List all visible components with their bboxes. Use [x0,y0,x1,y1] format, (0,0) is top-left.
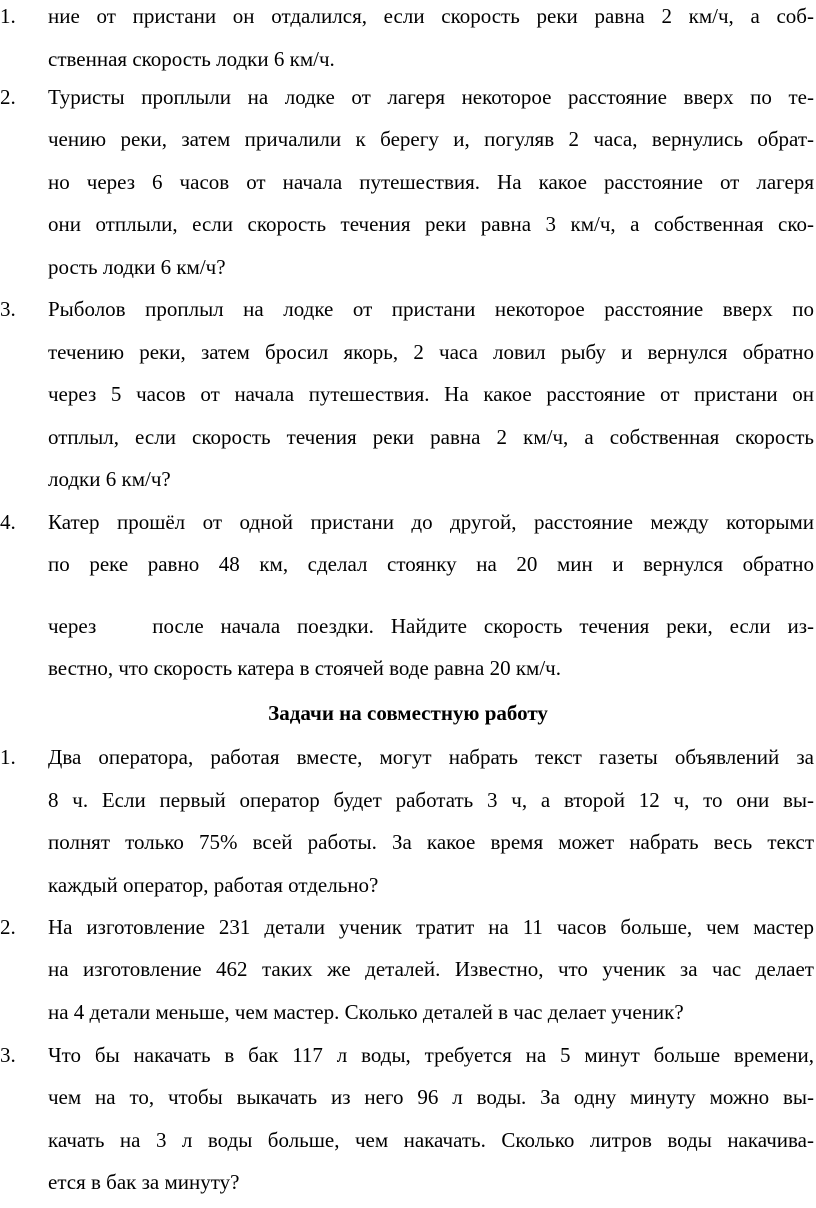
task-line: они отплыли, если скорость течения реки равна 3 км/ч, а собственная ско- [48,212,814,236]
task-line: но через 6 часов от начала путешествия. На какое расстояние от лагеря [48,170,814,194]
task-line: чем на то, чтобы выкачать из него 96 л воды. За одну минуту можно вы- [48,1085,814,1109]
task-number: 2. [0,85,16,109]
task-line: ственная скорость лодки 6 км/ч. [48,47,335,71]
task-line: отплыл, если скорость течения реки равна 2 км/ч, а собственная скорость [48,425,814,449]
task-line: через 5 часов от начала путешествия. На какое расстояние от пристани он [48,382,814,406]
task-line: Катер прошёл от одной пристани до другой, расстояние между которыми [48,510,814,534]
task-line: ется в бак за минуту? [48,1170,240,1194]
task-line: Два оператора, работая вместе, могут набрать текст газеты объявлений за [48,745,814,769]
task-number: 2. [0,915,16,939]
task-line: лодки 6 км/ч? [48,467,171,491]
task-line: через после начала поездки. Найдите скорость течения реки, если из- [48,614,814,638]
task-line: полнят только 75% всей работы. За какое время может набрать весь текст [48,830,814,854]
task-number: 4. [0,510,16,534]
task-number: 1. [0,4,16,28]
task-line: чению реки, затем причалили к берегу и, погуляв 2 часа, вернулись обрат- [48,127,814,151]
task-line: течению реки, затем бросил якорь, 2 часа ловил рыбу и вернулся обратно [48,340,814,364]
task-line: Рыболов проплыл на лодке от пристани некоторое расстояние вверх по [48,297,814,321]
task-line: 8 ч. Если первый оператор будет работать 3 ч, а второй 12 ч, то они вы- [48,788,814,812]
task-line: на 4 детали меньше, чем мастер. Сколько деталей в час делает ученик? [48,1000,684,1024]
task-line: На изготовление 231 детали ученик тратит на 11 часов больше, чем мастер [48,915,814,939]
task-line: ние от пристани он отдалился, если скорость реки равна 2 км/ч, а соб- [48,4,814,28]
task-line: на изготовление 462 таких же деталей. Известно, что ученик за час делает [48,957,814,981]
task-number: 3. [0,1043,16,1067]
task-line: каждый оператор, работая отдельно? [48,873,379,897]
task-line: по реке равно 48 км, сделал стоянку на 20 мин и вернулся обратно [48,552,814,576]
task-number: 1. [0,745,16,769]
section-heading: Задачи на совместную работу [268,701,548,725]
task-line: вестно, что скорость катера в стоячей воде равна 20 км/ч. [48,656,561,680]
task-line: Туристы проплыли на лодке от лагеря некоторое расстояние вверх по те- [48,85,814,109]
task-line: рость лодки 6 км/ч? [48,255,226,279]
task-line: Что бы накачать в бак 117 л воды, требуется на 5 минут больше времени, [48,1043,814,1067]
task-number: 3. [0,297,16,321]
task-line: качать на 3 л воды больше, чем накачать. Сколько литров воды накачива- [48,1128,814,1152]
